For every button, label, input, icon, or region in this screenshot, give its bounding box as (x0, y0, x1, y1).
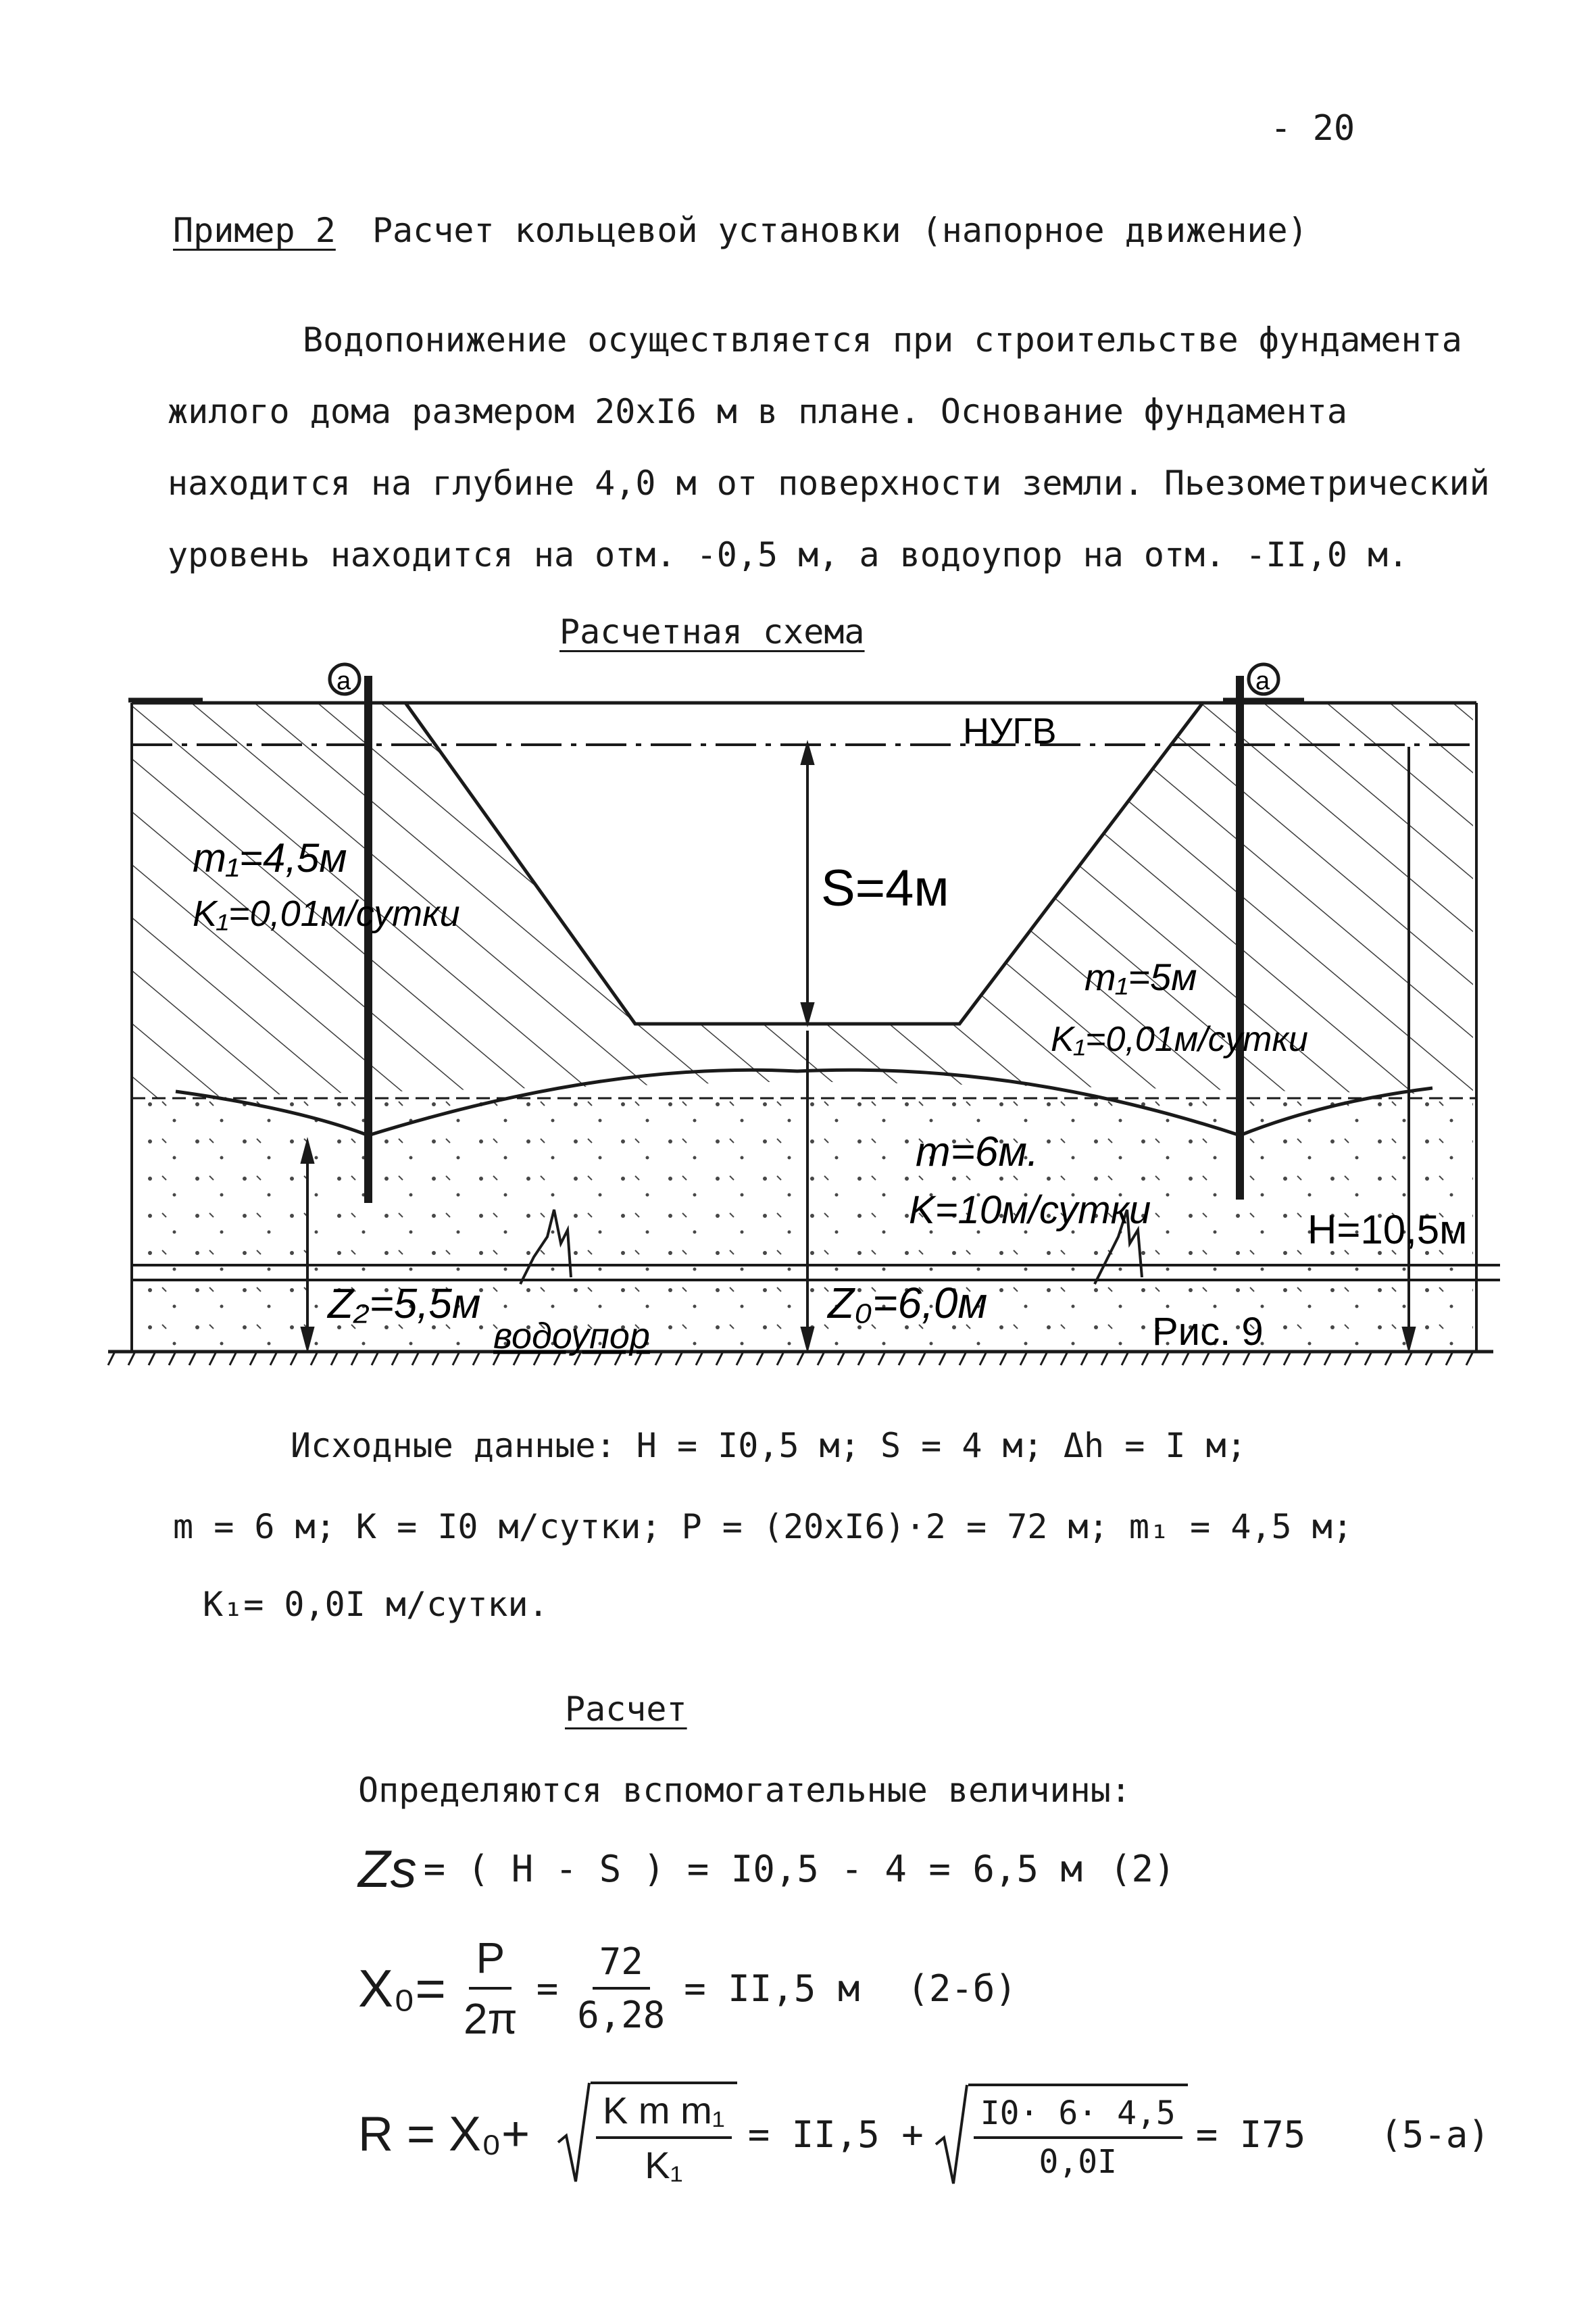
aquiclude-hatching (108, 1352, 1473, 1365)
formula-x0-frac1 (457, 1933, 524, 2044)
given-line-3: K₁= 0,0I м/сутки. (203, 1585, 549, 1624)
formula-r-num2: I0· 6· 4,5 (974, 2094, 1182, 2139)
formula-r-den1: K₁ (645, 2144, 683, 2186)
formula-r-ref: (5-а) (1380, 2113, 1490, 2156)
formula-zs (358, 1838, 1176, 1900)
scheme-title: Расчетная схема (559, 612, 865, 651)
well-right-label: a (1255, 667, 1270, 695)
well-left-label: a (336, 667, 351, 695)
drawdown-label: S=4м (821, 860, 949, 917)
k1-left-label: K₁=0,01м/сутки (193, 893, 460, 934)
formula-x0-num1: P (469, 1933, 512, 1990)
formula-r (358, 2082, 1490, 2187)
example-title: Расчет кольцевой установки (напорное движение) (372, 211, 1308, 250)
formula-zs-body: = ( H - S ) = I0,5 - 4 = 6,5 м (423, 1848, 1082, 1890)
formula-r-sqrt1 (557, 2082, 737, 2187)
page-number: - 20 (1270, 108, 1355, 149)
m1-left-label: m₁=4,5м (193, 835, 347, 881)
formula-x0 (358, 1933, 1017, 2044)
formula-zs-lhs: Zs (358, 1839, 417, 1898)
k-label: K=10м/сутки (909, 1188, 1151, 1232)
calculation-scheme-diagram (0, 649, 1596, 1392)
formula-x0-ref: (2-б) (907, 1967, 1017, 2010)
z2-label: Z₂=5,5м (328, 1281, 481, 1327)
formula-r-lhs: R = X₀+ (358, 2107, 530, 2161)
formula-x0-den1: 2π (463, 1994, 518, 2043)
aux-intro: Определяются вспомогательные величины: (358, 1771, 1131, 1810)
formula-r-num1: K m m₁ (596, 2088, 732, 2139)
h-label: H=10,5м (1307, 1207, 1468, 1252)
given-line-2: m = 6 м; K = I0 м/сутки; P = (20хI6)·2 = 72 м; m₁ = 4,5 м; (173, 1507, 1353, 1546)
formula-x0-num2: 72 (593, 1940, 650, 1990)
example-label: Пример 2 (173, 211, 336, 250)
formula-r-mid: = II,5 + (747, 2113, 924, 2156)
z0-label: Z₀=6,0м (828, 1279, 988, 1327)
formula-x0-den2: 6,28 (577, 1994, 666, 2036)
formula-x0-result: = II,5 м (684, 1967, 860, 2010)
intro-paragraph: Водопонижение осуществляется при строительстве фундамента жилого дома размером 20хI6 м в плане. Основание фундамента находится на глубине 4,0 м от поверхности земли. Пьезометрический уровень находится на отм. -0,5 м, а водоупор на отм. -II,0 м. (168, 320, 1490, 574)
m1-right-label: m₁=5м (1084, 956, 1197, 998)
formula-x0-frac2 (570, 1940, 672, 2036)
given-line-1: Исходные данные: H = I0,5 м; S = 4 м; Δh = I м; (291, 1426, 1247, 1465)
m-label: m=6м. (916, 1129, 1039, 1175)
formula-r-den2: 0,0I (1039, 2143, 1118, 2181)
formula-r-sqrt2 (934, 2084, 1188, 2185)
formula-r-result: = I75 (1195, 2113, 1306, 2156)
formula-x0-lhs: X₀= (358, 1958, 446, 2018)
aquiclude-label: водоупор (493, 1316, 650, 1356)
k1-right-label: K₁=0,01м/сутки (1051, 1020, 1308, 1059)
formula-x0-eq: = (536, 1967, 559, 2010)
calc-title: Расчет (565, 1690, 687, 1729)
formula-zs-ref: (2) (1109, 1848, 1176, 1890)
example-heading (173, 211, 1308, 250)
figure-number: Рис. 9 (1152, 1310, 1264, 1354)
nugv-label: НУГВ (963, 711, 1057, 752)
